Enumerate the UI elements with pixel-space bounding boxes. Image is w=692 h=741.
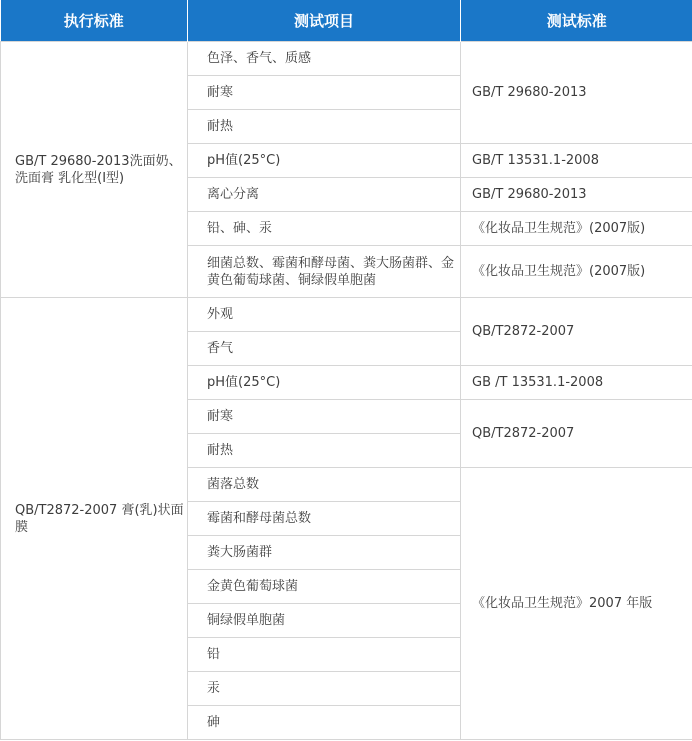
- group1-item: 色泽、香气、质感: [188, 42, 461, 76]
- group2-item: 菌落总数: [188, 468, 461, 502]
- group2-item: 耐寒: [188, 400, 461, 434]
- group2-item: 霉菌和酵母菌总数: [188, 502, 461, 536]
- group1-test-standard: 《化妆品卫生规范》(2007版): [461, 246, 692, 298]
- table-row: [1, 42, 692, 76]
- group2-item: 砷: [188, 706, 461, 740]
- group1-item: 耐热: [188, 110, 461, 144]
- group2-item: 粪大肠菌群: [188, 536, 461, 570]
- header-test-standard: 测试标准: [461, 0, 692, 42]
- header-standard: 执行标准: [1, 0, 188, 42]
- table-header-row: [1, 0, 692, 42]
- group2-item: 铜绿假单胞菌: [188, 604, 461, 638]
- group1-item: 细菌总数、霉菌和酵母菌、粪大肠菌群、金黄色葡萄球菌、铜绿假单胞菌: [188, 246, 461, 298]
- group1-test-standard: GB/T 13531.1-2008: [461, 144, 692, 178]
- group1-test-standard: GB/T 29680-2013: [461, 42, 692, 144]
- group2-test-standard: QB/T2872-2007: [461, 298, 692, 366]
- group2-item: 耐热: [188, 434, 461, 468]
- table-row: [1, 298, 692, 332]
- group2-item: 香气: [188, 332, 461, 366]
- group1-test-standard: 《化妆品卫生规范》(2007版): [461, 212, 692, 246]
- group2-item: 金黄色葡萄球菌: [188, 570, 461, 604]
- group2-item: 铅: [188, 638, 461, 672]
- header-test-item: 测试项目: [188, 0, 461, 42]
- group2-standard: QB/T2872-2007 膏(乳)状面膜: [1, 298, 188, 740]
- group2-test-standard: QB/T2872-2007: [461, 400, 692, 468]
- group2-item: pH值(25°C): [188, 366, 461, 400]
- group1-item: pH值(25°C): [188, 144, 461, 178]
- group1-item: 离心分离: [188, 178, 461, 212]
- group1-item: 铅、砷、汞: [188, 212, 461, 246]
- group1-test-standard: GB/T 29680-2013: [461, 178, 692, 212]
- group1-item: 耐寒: [188, 76, 461, 110]
- group2-test-standard: 《化妆品卫生规范》2007 年版: [461, 468, 692, 740]
- group1-standard: GB/T 29680-2013洗面奶、洗面膏 乳化型(I型): [1, 42, 188, 298]
- group2-item: 外观: [188, 298, 461, 332]
- group2-test-standard: GB /T 13531.1-2008: [461, 366, 692, 400]
- group2-item: 汞: [188, 672, 461, 706]
